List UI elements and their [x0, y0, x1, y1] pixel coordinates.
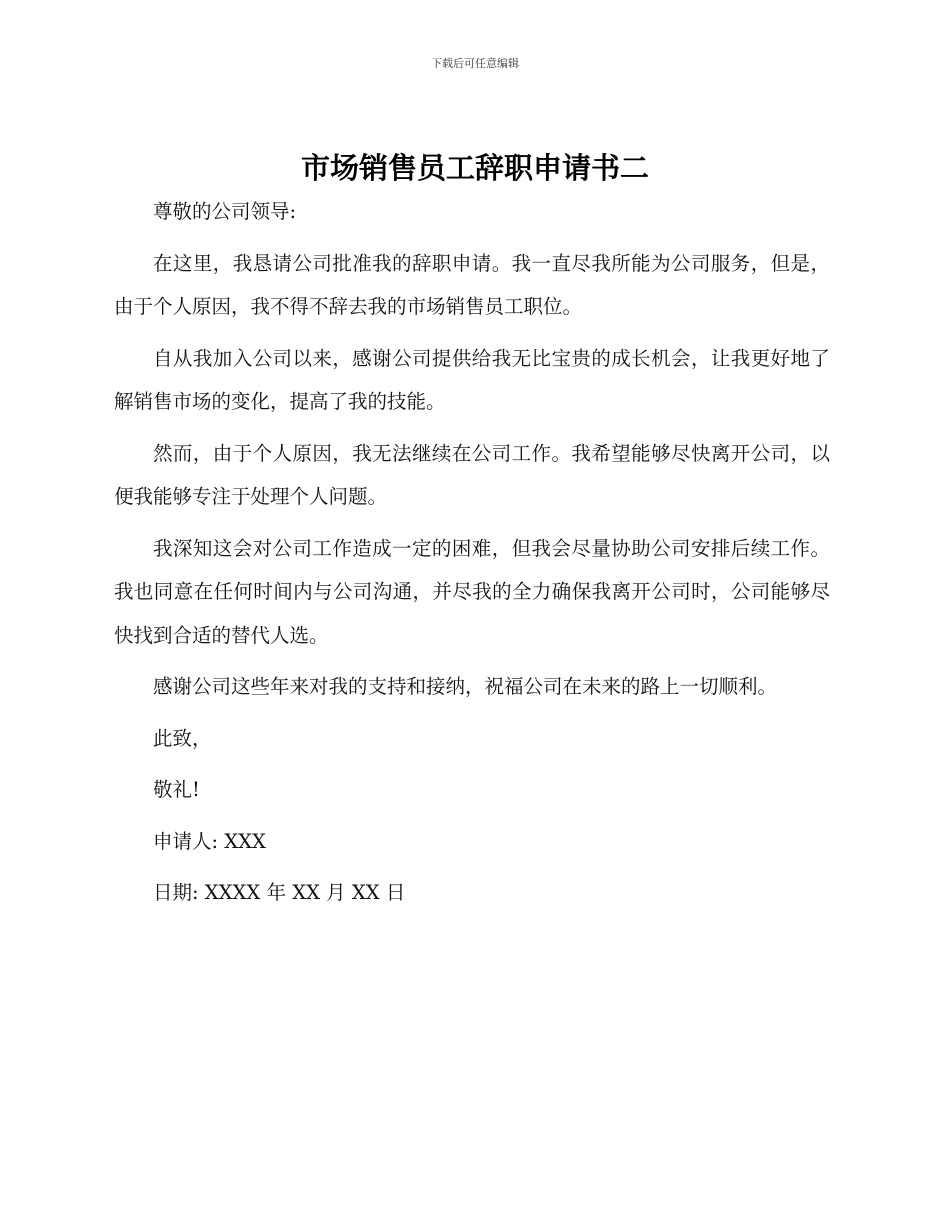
paragraph-request: 在这里，我恳请公司批准我的辞职申请。我一直尽我所能为公司服务，但是，由于个人原因，我不得不辞去我的市场销售员工职位。	[114, 251, 830, 318]
paragraph-reason: 然而，由于个人原因，我无法继续在公司工作。我希望能够尽快离开公司，以便我能够专注于处理个人问题。	[114, 441, 830, 508]
applicant-line: 申请人: XXX	[153, 829, 266, 853]
document-body	[114, 190, 830, 923]
header-note: 下载后可任意编辑	[431, 57, 519, 70]
salutation: 尊敬的公司领导:	[153, 200, 297, 223]
closing-line-2: 敬礼!	[153, 778, 200, 801]
date-line: 日期: XXXX 年 XX 月 XX 日	[153, 881, 406, 904]
paragraph-handover: 我深知这会对公司工作造成一定的困难，但我会尽量协助公司安排后续工作。我也同意在任何时间内与公司沟通，并尽我的全力确保我离开公司时，公司能够尽快找到合适的替代人选。	[114, 536, 830, 647]
paragraph-thanks: 感谢公司这些年来对我的支持和接纳，祝福公司在未来的路上一切顺利。	[153, 675, 778, 698]
document-title: 市场销售员工辞职申请书二	[300, 151, 649, 185]
closing-line-1: 此致，	[153, 726, 212, 750]
paragraph-gratitude: 自从我加入公司以来，感谢公司提供给我无比宝贵的成长机会，让我更好地了解销售市场的变化，提高了我的技能。	[114, 346, 830, 413]
